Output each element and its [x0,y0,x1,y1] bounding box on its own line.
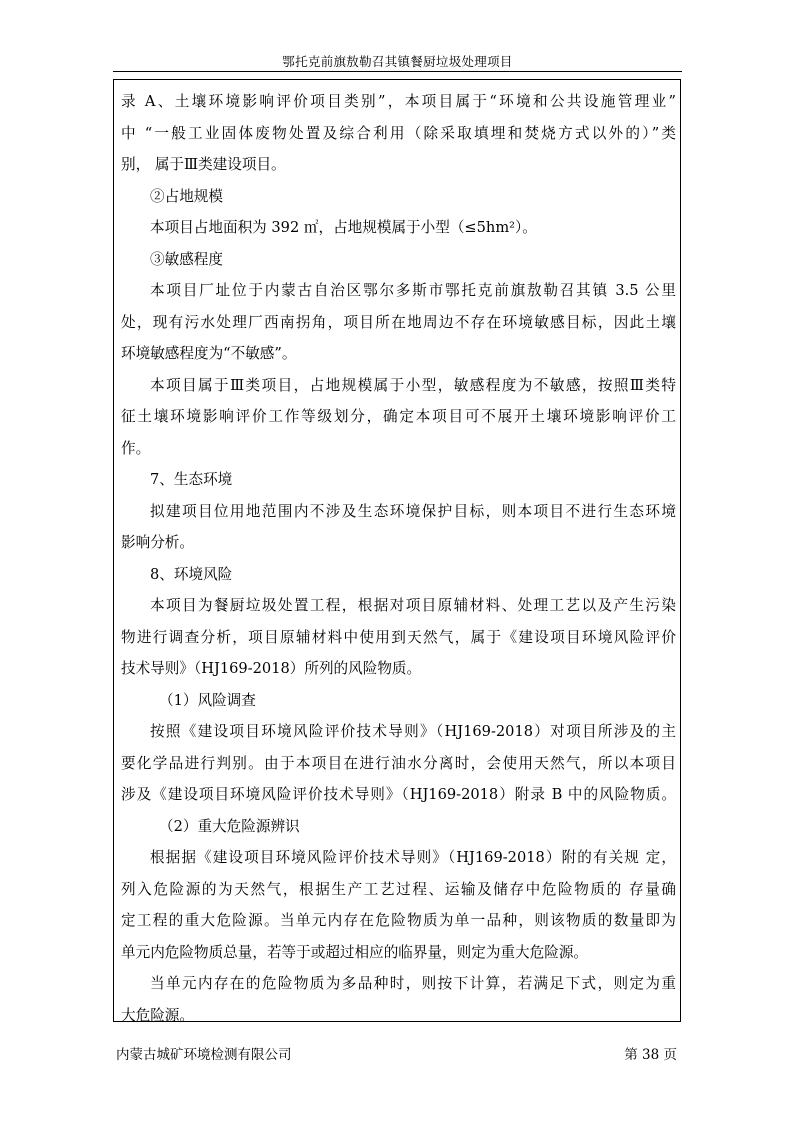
text-line: 作。 [121,439,151,457]
text-line: 征土壤环境影响评价工作等级划分，确定本项目可不展开土壤环境影响评价工 [121,408,676,425]
text-line: 拟建项目位用地范围内不涉及生态环境保护目标，则本项目不进行生态环境 [150,502,676,520]
document-body [121,86,676,1031]
text-line: 本项目属于Ⅲ类项目，占地规模属于小型，敏感程度为不敏感，按照Ⅲ类特 [150,376,676,394]
section-subheading: ③敏感程度 [150,250,223,268]
text-line: 处，现有污水处理厂西南拐角，项目所在地周边不存在环境敏感目标，因此土壤 [121,313,676,331]
text-line: 中 “一般工业固体废物处置及综合利用（除采取填埋和焚烧方式以外的）”类 [121,124,676,142]
text-line: 环境敏感程度为“不敏感”。 [121,345,297,362]
page-header-title: 鄂托克前旗敖勒召其镇餐厨垃圾处理项目 [282,54,513,69]
text-line: 影响分析。 [121,534,194,551]
section-heading: 8、环境风险 [150,565,233,583]
text-line: 技术导则》（HJ169-2018）所列的风险物质。 [121,660,422,677]
text-line: 根据据《建设项目环境风险评价技术导则》（HJ169-2018）附的有关规 定， [150,849,676,866]
text-line: 大危险源。 [121,1006,194,1024]
section-subheading: ②占地规模 [150,187,223,205]
section-subheading: （1）风险调查 [159,691,256,709]
text-line: 当单元内存在的危险物质为多品种时，则按下计算，若满足下式，则定为重 [150,975,676,992]
footer-company: 内蒙古城矿环境检测有限公司 [116,1047,292,1063]
text-line: 定工程的重大危险源。当单元内存在危险物质为单一品种，则该物质的数量即为 [121,912,676,929]
text-line: 按照《建设项目环境风险评价技术导则》（HJ169-2018）对项目所涉及的主 [150,723,676,740]
text-line: 单元内危险物质总量，若等于或超过相应的临界量，则定为重大危险源。 [121,943,589,961]
section-subheading: （2）重大危险源辨识 [159,817,300,835]
text-line: 涉及《建设项目环境风险评价技术导则》（HJ169-2018）附录 B 中的风险物质。 [121,786,676,803]
header-divider [113,71,682,72]
text-line: 本项目占地面积为 392 ㎡，占地规模属于小型（≤5hm²）。 [150,219,537,236]
footer-page-number: 第 38 页 [624,1047,677,1063]
text-line: 本项目为餐厨垃圾处置工程，根据对项目原辅材料、处理工艺以及产生污染 [150,597,676,614]
text-line: 别， 属于Ⅲ类建设项目。 [121,156,286,173]
section-heading: 7、生态环境 [150,471,233,488]
text-line: 本项目厂址位于内蒙古自治区鄂尔多斯市鄂托克前旗敖勒召其镇 3.5 公里 [150,282,676,299]
text-line: 物进行调查分析，项目原辅材料中使用到天然气，属于《建设项目环境风险评价 [121,628,676,646]
text-line: 录 A、土壤环境影响评价项目类别”，本项目属于“环境和公共设施管理业” [121,93,676,110]
text-line: 要化学品进行判别。由于本项目在进行油水分离时，会使用天然气，所以本项目 [121,754,676,772]
text-line: 列入危险源的为天然气，根据生产工艺过程、运输及储存中危险物质的 存量确 [121,880,676,898]
